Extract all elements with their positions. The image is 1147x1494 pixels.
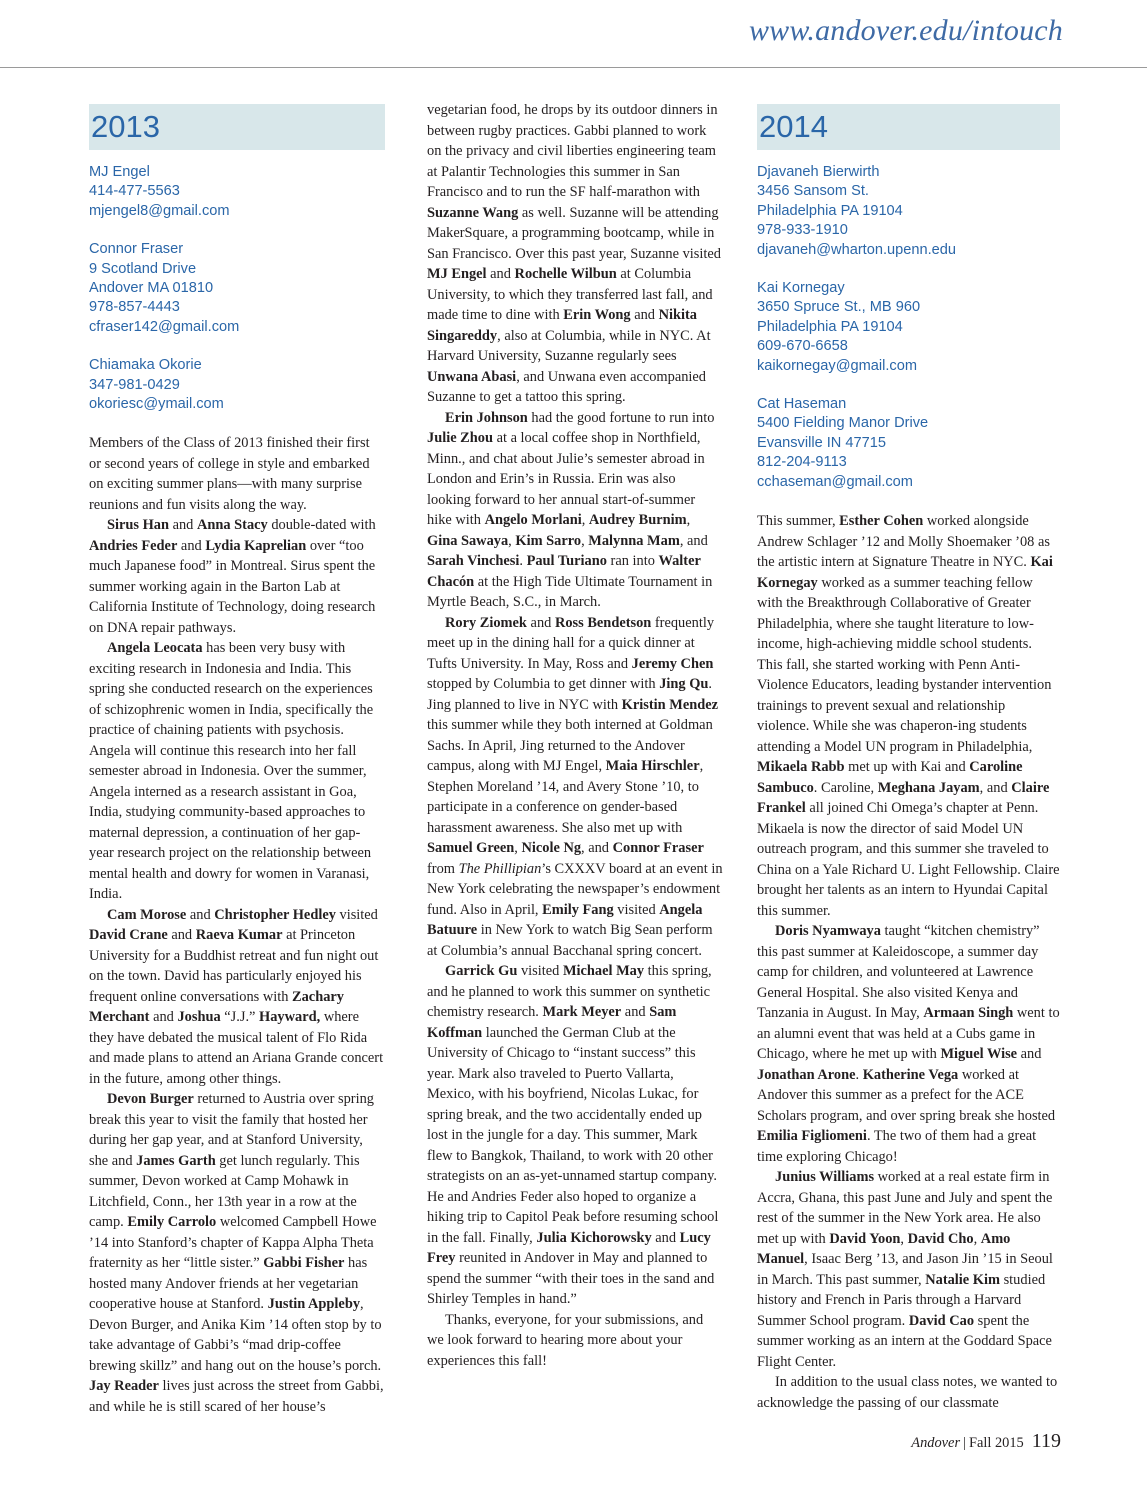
- contact-line: Philadelphia PA 19104: [757, 318, 903, 335]
- class-2013-notes-continued: [427, 100, 723, 1371]
- paragraph: [89, 638, 385, 905]
- text-run: visited: [613, 901, 660, 918]
- person-name: Kai Kornegay: [757, 554, 1053, 591]
- text-run: at Columbia University, to which they transferred last fall, and made time to dine with: [427, 266, 713, 323]
- magazine-name: Andover: [911, 1435, 961, 1451]
- text-run: , and: [979, 779, 1012, 796]
- person-name: Paul Turiano: [526, 553, 607, 569]
- person-name: Jeremy Chen: [631, 655, 714, 672]
- text-run: and: [168, 517, 197, 534]
- text-run: and: [621, 1004, 650, 1020]
- text-run: worked at a real estate firm in Accra, Ghana, this past June and July and spent the rest of the summer in the New York area. He also met up with: [757, 1169, 1053, 1247]
- text-run: and: [149, 1009, 178, 1026]
- text-run: Members of the Class of 2013 finished their first or second years of college in style and embarked on exciting summer plans—with many surprise reunions and fun visits along the way.: [89, 435, 370, 513]
- person-name: Cam Morose: [107, 906, 187, 923]
- text-run: ,: [686, 512, 691, 528]
- person-name: Gina Sawaya: [427, 532, 509, 549]
- person-name: Amo Manuel: [757, 1230, 1011, 1268]
- text-run: frequently meet up in the dining hall for a quick dinner at Tufts University. In May, Ross and: [427, 614, 715, 672]
- text-run: where they have debated the musical talent of Flo Rida and made plans to attend an Ariana Grande concert in the future, among other things.: [89, 1009, 384, 1087]
- text-run: “J.J.”: [220, 1009, 260, 1026]
- person-name: Doris Nyamwaya: [775, 923, 881, 940]
- person-name: Joshua: [177, 1009, 221, 1026]
- person-name: Kristin Mendez: [621, 696, 718, 713]
- person-name: James Garth: [136, 1152, 216, 1169]
- class-year-heading-2013: 2013: [89, 104, 385, 150]
- paragraph: [89, 515, 385, 638]
- text-run: , Stephen Moreland ’14, and Avery Stone ’10, to participate in a conference on gender-based harassment awareness. She also met up with: [427, 758, 704, 836]
- person-name: Mark Meyer: [542, 1004, 622, 1020]
- header-rule: [0, 67, 1147, 68]
- text-run: visited: [335, 906, 378, 923]
- person-name: David Crane: [89, 927, 168, 944]
- paragraph: [757, 511, 1060, 921]
- site-url[interactable]: www.andover.edu/intouch: [748, 14, 1063, 47]
- text-run: ,: [900, 1230, 908, 1247]
- person-name: Miguel Wise: [940, 1046, 1018, 1063]
- text-run: taught “kitchen chemistry” this past summer at Kaleidoscope, a summer day camp for children, and volunteered at Lawrence General Hospital. She also visited Kenya and Tanzania in August. In May,: [757, 923, 1040, 1022]
- person-name: Mikaela Rabb: [757, 759, 845, 776]
- contact-line: 609-670-6658: [757, 338, 848, 355]
- contact-email[interactable]: mjengel8@gmail.com: [89, 202, 230, 219]
- contact-entry: [89, 356, 385, 414]
- person-name: Suzanne Wang: [427, 204, 519, 221]
- person-name: Angela Batuure: [427, 901, 703, 938]
- person-name: Gabbi Fisher: [263, 1255, 345, 1272]
- contact-entry: [89, 163, 385, 221]
- person-name: Kim Sarro: [515, 532, 582, 549]
- issue-label: Fall 2015: [968, 1435, 1024, 1451]
- contact-name: Cat Haseman: [757, 396, 847, 413]
- person-name: Armaan Singh: [923, 1005, 1014, 1022]
- person-name: Ross Bendetson: [554, 614, 652, 631]
- text-run: double-dated with: [267, 517, 376, 534]
- contact-line: 978-933-1910: [757, 222, 848, 239]
- person-name: Junius Williams: [775, 1169, 875, 1186]
- text-run: welcomed Campbell Howe ’14 into Stanford’s chapter of Kappa Alpha Theta fraternity as her “little sister.”: [89, 1214, 377, 1272]
- text-run: met up with Kai and: [844, 759, 970, 776]
- person-name: Anna Stacy: [196, 517, 268, 534]
- person-name: MJ Engel: [427, 266, 487, 282]
- contact-entry: [757, 395, 1060, 492]
- class-2014-contacts: [757, 163, 1060, 492]
- person-name: Christopher Hedley: [214, 906, 336, 923]
- text-run: returned to Austria over spring break this year to visit the family that hosted her during her gap year, and at Stanford University, she and: [89, 1091, 374, 1169]
- person-name: Rory Ziomek: [445, 614, 527, 631]
- text-run: this spring, and he planned to work this summer on synthetic chemistry research.: [427, 963, 712, 1020]
- contact-line: 5400 Fielding Manor Drive: [757, 415, 929, 432]
- column-class-2014: [757, 100, 1060, 1413]
- person-name: Sarah Vinchesi: [427, 553, 520, 569]
- person-name: Sirus Han: [107, 517, 169, 534]
- contact-line: 3650 Spruce St., MB 960: [757, 299, 921, 316]
- contact-name: Kai Kornegay: [757, 280, 845, 297]
- paragraph: [757, 1167, 1060, 1372]
- text-run: and: [186, 906, 215, 923]
- footer-separator: |: [963, 1435, 966, 1451]
- text-run: ,: [508, 532, 516, 549]
- person-name: Claire Frankel: [757, 779, 1050, 817]
- person-name: David Cao: [908, 1312, 975, 1329]
- contact-email[interactable]: okoriesc@ymail.com: [89, 396, 224, 413]
- column-class-2013-continued: [427, 100, 723, 1371]
- contact-name: Chiamaka Okorie: [89, 357, 202, 374]
- text-run: as well. Suzanne will be attending MakerSquare, a programming bootcamp, while in San Francisco. Over this past year, Suzanne visited: [427, 204, 721, 262]
- text-run: lives just across the street from Gabbi, and while he is still scared of her house’s: [89, 1378, 384, 1415]
- text-run: ,: [514, 840, 522, 856]
- person-name: Nicole Ng: [521, 840, 582, 856]
- text-run: . Jing planned to live in NYC with: [427, 676, 713, 713]
- text-run: , and Unwana even accompanied Suzanne to get a tattoo this spring.: [427, 368, 706, 405]
- person-name: Lydia Kaprelian: [205, 537, 307, 554]
- person-name: Audrey Burnim: [588, 512, 687, 528]
- text-run: at Princeton University for a Buddhist retreat and fun night out on the town. David has particularly enjoyed his frequent online conversations with: [89, 927, 379, 1005]
- text-run: .: [519, 553, 527, 569]
- text-run: launched the German Club at the University of Chicago to “instant success” this year. Mark also traveled to Puerto Vallarta, Mexico, with his boyfriend, Nicolas Lukac, for spring break, and the two accidentally ended up lost in the jungle for a day. This summer, Mark flew to Bangkok, Thailand, to work with 20 other strategists on an as-yet-unnamed startup company. He and Andries Feder also hoped to organize a hiking trip to Capitol Peak before resuming school in the fall. Finally,: [427, 1024, 719, 1246]
- person-name: Walter Chacón: [427, 553, 701, 590]
- text-run: has hosted many Andover friends at her vegetarian cooperative house at Stanford.: [89, 1255, 368, 1313]
- text-run: . Caroline,: [813, 779, 878, 796]
- text-run: In addition to the usual class notes, we wanted to acknowledge the passing of our classmate: [757, 1374, 1058, 1411]
- contact-email[interactable]: cchaseman@gmail.com: [757, 473, 913, 490]
- paragraph: [89, 433, 385, 515]
- person-name: Lucy Frey: [427, 1229, 711, 1266]
- class-2013-notes: [89, 433, 385, 1417]
- text-run: in New York to watch Big Sean perform at Columbia’s annual Bacchanal spring concert.: [427, 922, 713, 959]
- text-run: , Isaac Berg ’13, and Jason Jin ’15 in Seoul in March. This past summer,: [757, 1251, 1053, 1288]
- person-name: Maia Hirschler: [605, 758, 700, 774]
- text-run: worked at Andover this summer as a prefect for the ACE Scholars program, and over spring break she hosted: [757, 1066, 1056, 1124]
- contact-line: 347-981-0429: [89, 376, 180, 393]
- contact-line: 3456 Sansom St.: [757, 183, 869, 200]
- contact-line: Evansville IN 47715: [757, 434, 886, 451]
- contact-email[interactable]: cfraser142@gmail.com: [89, 318, 240, 335]
- person-name: Sam Koffman: [427, 1004, 677, 1041]
- text-run: and: [177, 537, 206, 554]
- paragraph: [427, 613, 723, 962]
- page-number: 119: [1031, 1430, 1061, 1452]
- contact-entry: [757, 279, 1060, 376]
- text-run: .: [855, 1066, 863, 1083]
- text-run: , and: [679, 532, 708, 549]
- person-name: David Cho: [907, 1230, 974, 1247]
- paragraph: [757, 1372, 1060, 1413]
- text-run: has been very busy with exciting research in Indonesia and India. This spring she conducted research on the experiences of schizophrenic women in India, specifically the practice of chaining patients with psychosis. Angela will continue this research into her fall semester abroad in Indonesia. Over the summer, Angela interned as a research assistant in Goa, India, studying community-based approaches to maternal depression, a continuation of her gap-year research project on the relationship between mental health and dowry for women in Varanasi, India.: [89, 640, 374, 903]
- person-name: Meghana Jayam: [877, 779, 980, 796]
- text-run: get lunch regularly. This summer, Devon worked at Camp Mohawk in Litchfield, Conn., her 13th year in a row at the camp.: [89, 1152, 360, 1231]
- person-name: Malynna Mam: [588, 532, 680, 549]
- text-run: ,: [973, 1230, 981, 1247]
- person-name: Rochelle Wilbun: [514, 266, 617, 282]
- person-name: Unwana Abasi: [427, 368, 517, 385]
- class-2013-contacts: [89, 163, 385, 414]
- text-run: This summer,: [757, 513, 840, 530]
- text-run: visited: [517, 963, 563, 979]
- column-class-2013: [89, 100, 385, 1417]
- text-run: studied history and French in Paris through a Harvard Summer School program.: [757, 1271, 1046, 1329]
- contact-entry: [89, 240, 385, 337]
- contact-email[interactable]: kaikornegay@gmail.com: [757, 357, 918, 374]
- text-run: at a local coffee shop in Northfield, Minn., and chat about Julie’s semester abroad in London and Erin’s in Russia. Erin was also looking forward to her annual start-of-summer hike with: [427, 430, 705, 528]
- person-name: Michael May: [562, 963, 645, 979]
- contact-line: Philadelphia PA 19104: [757, 202, 903, 219]
- person-name: Jay Reader: [89, 1378, 159, 1395]
- text-run: at the High Tide Ultimate Tournament in Myrtle Beach, S.C., in March.: [427, 573, 713, 610]
- text-run: worked as a summer teaching fellow with the Breakthrough Collaborative of Greater Philadelphia, where she taught literature to low-income, high-achieving middle school students. This fall, she started working with Penn Anti-Violence Educators, leading bystander intervention trainings to prevent sexual and relationship violence. While she was chaperon-ing students attending a Model UN program in Philadelphia,: [757, 574, 1052, 755]
- person-name: Garrick Gu: [445, 963, 518, 979]
- person-name: Erin Wong: [563, 307, 631, 323]
- text-run: ,: [581, 512, 589, 528]
- person-name: Natalie Kim: [925, 1271, 1000, 1288]
- text-run: went to an alumni event that was held at a Cubs game in Chicago, where he met up with: [757, 1005, 1060, 1063]
- person-name: Nikita Singareddy: [427, 307, 697, 344]
- text-run: and: [486, 266, 515, 282]
- contact-name: MJ Engel: [89, 164, 150, 180]
- person-name: Katherine Vega: [862, 1066, 959, 1083]
- contact-line: 9 Scotland Drive: [89, 260, 197, 277]
- paragraph: [89, 905, 385, 1090]
- contact-line: 978-857-4443: [89, 299, 180, 316]
- person-name: Esther Cohen: [839, 513, 924, 530]
- text-run: and: [1017, 1046, 1042, 1063]
- class-2014-notes: [757, 511, 1060, 1413]
- contact-line: 812-204-9113: [757, 454, 847, 471]
- person-name: Zachary Merchant: [89, 988, 344, 1026]
- person-name: Julia Kichorowsky: [536, 1229, 652, 1246]
- person-name: Angelo Morlani: [484, 512, 582, 528]
- page-footer: [911, 1430, 1061, 1453]
- person-name: Angela Leocata: [107, 640, 203, 657]
- text-run: spent the summer working as an intern at the Goddard Space Flight Center.: [757, 1312, 1052, 1370]
- text-run: and: [167, 927, 196, 944]
- person-name: Connor Fraser: [612, 840, 704, 856]
- person-name: Jing Qu: [659, 676, 709, 692]
- person-name: Emilia Figliomeni: [757, 1128, 867, 1145]
- text-run: vegetarian food, he drops by its outdoor dinners in between rugby practices. Gabbi planned to work on the privacy and civil liberties engineering team at Palantir Technologies this summer in San Francisco and to run the SF half-marathon with: [427, 102, 718, 200]
- text-run: . The two of them had a great time exploring Chicago!: [757, 1128, 1037, 1165]
- text-run: ’s CXXXV board at an event in New York celebrating the newspaper’s endowment fund. Also in April,: [427, 860, 723, 918]
- text-run: and: [630, 307, 659, 323]
- paragraph: [427, 100, 723, 408]
- text-run: from: [427, 860, 459, 877]
- text-run: worked alongside Andrew Schlager ’12 and Molly Shoemaker ’08 as the artistic intern at Signature Theatre in NYC.: [757, 513, 1050, 571]
- person-name: Hayward,: [259, 1009, 321, 1026]
- person-name: Devon Burger: [107, 1091, 194, 1108]
- text-run: , Devon Burger, and Anika Kim ’14 often stop by to take advantage of Gabbi’s “mad drip-coffee brewing skillz” and hang out on the house’s porch.: [89, 1296, 382, 1374]
- person-name: Emily Carrolo: [127, 1214, 217, 1231]
- contact-email[interactable]: djavaneh@wharton.upenn.edu: [757, 241, 957, 258]
- person-name: Jonathan Arone: [757, 1066, 856, 1083]
- person-name: Caroline Sambuco: [757, 759, 1023, 796]
- text-run: all joined Chi Omega’s chapter at Penn. Mikaela is now the director of said Model UN outreach program, and this summer she traveled to China on a Yale Richard U. Light Fellowship. Claire brought her talents as an intern to Hyundai Capital this summer.: [757, 800, 1060, 919]
- text-run: stopped by Columbia to get dinner with: [427, 676, 660, 692]
- text-run: , and: [581, 840, 613, 856]
- text-run: , also at Columbia, while in NYC. At Harvard University, Suzanne regularly sees: [427, 327, 711, 364]
- class-year-heading-2014: 2014: [757, 104, 1060, 150]
- person-name: Justin Appleby: [267, 1296, 361, 1313]
- paragraph: [757, 921, 1060, 1167]
- person-name: Erin Johnson: [445, 409, 528, 426]
- text-run: over “too much Japanese food” in Montreal. Sirus spent the summer working again in the Barton Lab at California Institute of Technology, doing research on DNA repair pathways.: [89, 537, 376, 636]
- text-run: reunited in Andover in May and planned to spend the summer “with their toes in the sand and Shirley Temples in hand.”: [427, 1250, 715, 1307]
- paragraph: [427, 961, 723, 1310]
- text-run: had the good fortune to run into: [527, 409, 715, 426]
- person-name: David Yoon: [829, 1230, 901, 1247]
- paragraph: [427, 1310, 723, 1372]
- contact-entry: [757, 163, 1060, 260]
- paragraph: [427, 408, 723, 613]
- person-name: Andries Feder: [89, 537, 178, 554]
- text-run: Thanks, everyone, for your submissions, and we look forward to hearing more about your experiences this fall!: [427, 1311, 704, 1369]
- person-name: Raeva Kumar: [195, 927, 283, 944]
- publication-title: The Phillipian: [458, 860, 542, 877]
- person-name: Samuel Green: [427, 840, 515, 856]
- text-run: ran into: [606, 553, 659, 569]
- contact-name: Djavaneh Bierwirth: [757, 164, 880, 180]
- text-run: ,: [581, 532, 589, 549]
- contact-name: Connor Fraser: [89, 241, 184, 258]
- person-name: Emily Fang: [542, 901, 614, 918]
- contact-line: Andover MA 01810: [89, 280, 214, 297]
- text-run: this summer while they both interned at Goldman Sachs. In April, Jing returned to the Andover campus, along with MJ Engel,: [427, 717, 713, 774]
- contact-line: 414-477-5563: [89, 183, 180, 200]
- text-run: and: [526, 614, 555, 631]
- text-run: and: [651, 1229, 680, 1246]
- person-name: Julie Zhou: [427, 430, 493, 446]
- paragraph: [89, 1089, 385, 1417]
